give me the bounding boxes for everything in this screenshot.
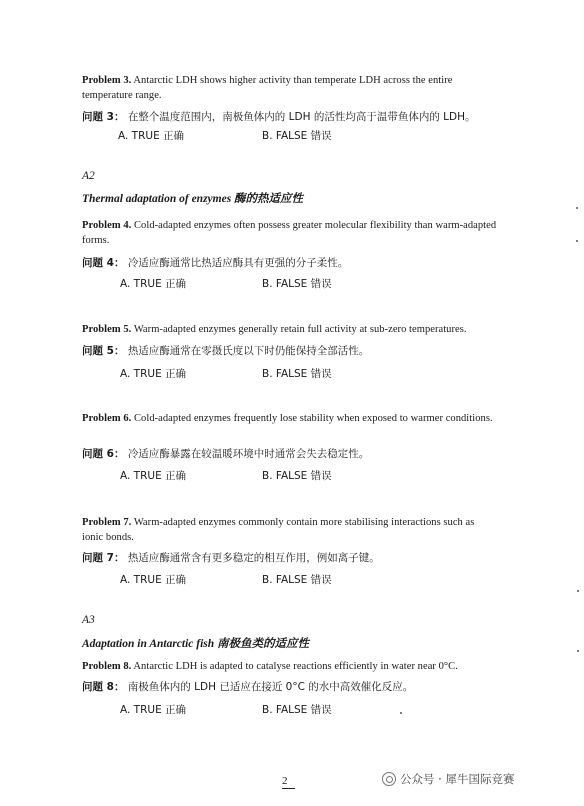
- problem-4-zh-label: 问题 4：: [82, 257, 125, 269]
- problem-4-zh-text: 冷适应酶通常比热适应酶具有更强的分子柔性。: [127, 257, 349, 269]
- problem-6-zh: [82, 447, 498, 462]
- problem-8-zh: [82, 680, 498, 695]
- scan-speck: [577, 650, 579, 652]
- problem-8-en: [82, 659, 498, 674]
- problem-5-text: Warm-adapted enzymes generally retain full activity at sub-zero temperatures.: [133, 324, 467, 335]
- problem-5-label: Problem 5.: [82, 324, 132, 335]
- problem-4-zh: [82, 256, 498, 271]
- watermark-text: 公众号 · 犀牛国际竞赛: [400, 772, 515, 786]
- problem-6-option-a[interactable]: A. TRUE 正确: [120, 470, 187, 482]
- problem-8-label: Problem 8.: [82, 661, 132, 672]
- problem-7-text: Warm-adapted enzymes commonly contain more stabilising interactions such as ionic bonds.: [82, 517, 475, 543]
- problem-5-zh: [82, 344, 498, 359]
- page-number-underline: [282, 788, 295, 789]
- problem-3-option-a[interactable]: A. TRUE 正确: [118, 130, 185, 142]
- problem-3-zh-label: 问题 3：: [82, 111, 125, 123]
- section-a3-title: Adaptation in Antarctic fish 南极鱼类的适应性: [82, 638, 310, 650]
- problem-4-option-a[interactable]: A. TRUE 正确: [120, 278, 187, 290]
- problem-3-zh: [82, 110, 498, 125]
- problem-5-option-a[interactable]: A. TRUE 正确: [120, 368, 187, 380]
- problem-8-zh-label: 问题 8：: [82, 681, 125, 693]
- problem-4-text: Cold-adapted enzymes often possess greater molecular flexibility than warm-adapted forms.: [82, 220, 497, 246]
- problem-8-zh-text: 南极鱼体内的 LDH 已适应在接近 0°C 的水中高效催化反应。: [127, 681, 414, 693]
- scan-speck: [400, 712, 402, 714]
- problem-5-zh-text: 热适应酶通常在零摄氏度以下时仍能保持全部活性。: [127, 345, 370, 357]
- problem-8-text: Antarctic LDH is adapted to catalyse reactions efficiently in water near 0°C.: [133, 661, 458, 672]
- scan-speck: [576, 240, 578, 242]
- scan-speck: [576, 207, 578, 209]
- section-a2-code: A2: [82, 170, 95, 182]
- problem-4-option-b[interactable]: B. FALSE 错误: [262, 278, 332, 290]
- section-a2-title: Thermal adaptation of enzymes 酶的热适应性: [82, 193, 304, 205]
- page-number: 2: [282, 775, 288, 787]
- problem-4-label: Problem 4.: [82, 220, 132, 231]
- problem-7-zh: [82, 551, 498, 566]
- problem-4-en: [82, 218, 498, 248]
- scan-speck: [577, 590, 579, 592]
- problem-3-label: Problem 3.: [82, 75, 132, 86]
- problem-3-text: Antarctic LDH shows higher activity than temperate LDH across the entire temperature range.: [82, 75, 453, 101]
- problem-7-label: Problem 7.: [82, 517, 132, 528]
- problem-7-option-a[interactable]: A. TRUE 正确: [120, 574, 187, 586]
- problem-5-zh-label: 问题 5：: [82, 345, 125, 357]
- section-a3-code: A3: [82, 614, 95, 626]
- problem-7-en: [82, 515, 498, 545]
- problem-6-option-b[interactable]: B. FALSE 错误: [262, 470, 332, 482]
- problem-8-option-a[interactable]: A. TRUE 正确: [120, 704, 187, 716]
- problem-7-zh-text: 热适应酶通常含有更多稳定的相互作用，例如离子键。: [127, 552, 380, 564]
- problem-6-zh-label: 问题 6：: [82, 448, 125, 460]
- watermark: [382, 771, 514, 787]
- wechat-icon: [382, 772, 396, 786]
- problem-5-option-b[interactable]: B. FALSE 错误: [262, 368, 332, 380]
- problem-5-en: [82, 322, 498, 337]
- problem-6-text: Cold-adapted enzymes frequently lose stability when exposed to warmer conditions.: [134, 413, 493, 424]
- problem-3-zh-text: 在整个温度范围内，南极鱼体内的 LDH 的活性均高于温带鱼体内的 LDH。: [127, 111, 476, 123]
- problem-6-zh-text: 冷适应酶暴露在较温暖环境中时通常会失去稳定性。: [127, 448, 370, 460]
- problem-6-label: Problem 6.: [82, 413, 132, 424]
- problem-3-option-b[interactable]: B. FALSE 错误: [262, 130, 332, 142]
- problem-6-en: [82, 411, 498, 426]
- problem-7-option-b[interactable]: B. FALSE 错误: [262, 574, 332, 586]
- problem-7-zh-label: 问题 7：: [82, 552, 125, 564]
- problem-3-en: [82, 73, 498, 103]
- problem-8-option-b[interactable]: B. FALSE 错误: [262, 704, 332, 716]
